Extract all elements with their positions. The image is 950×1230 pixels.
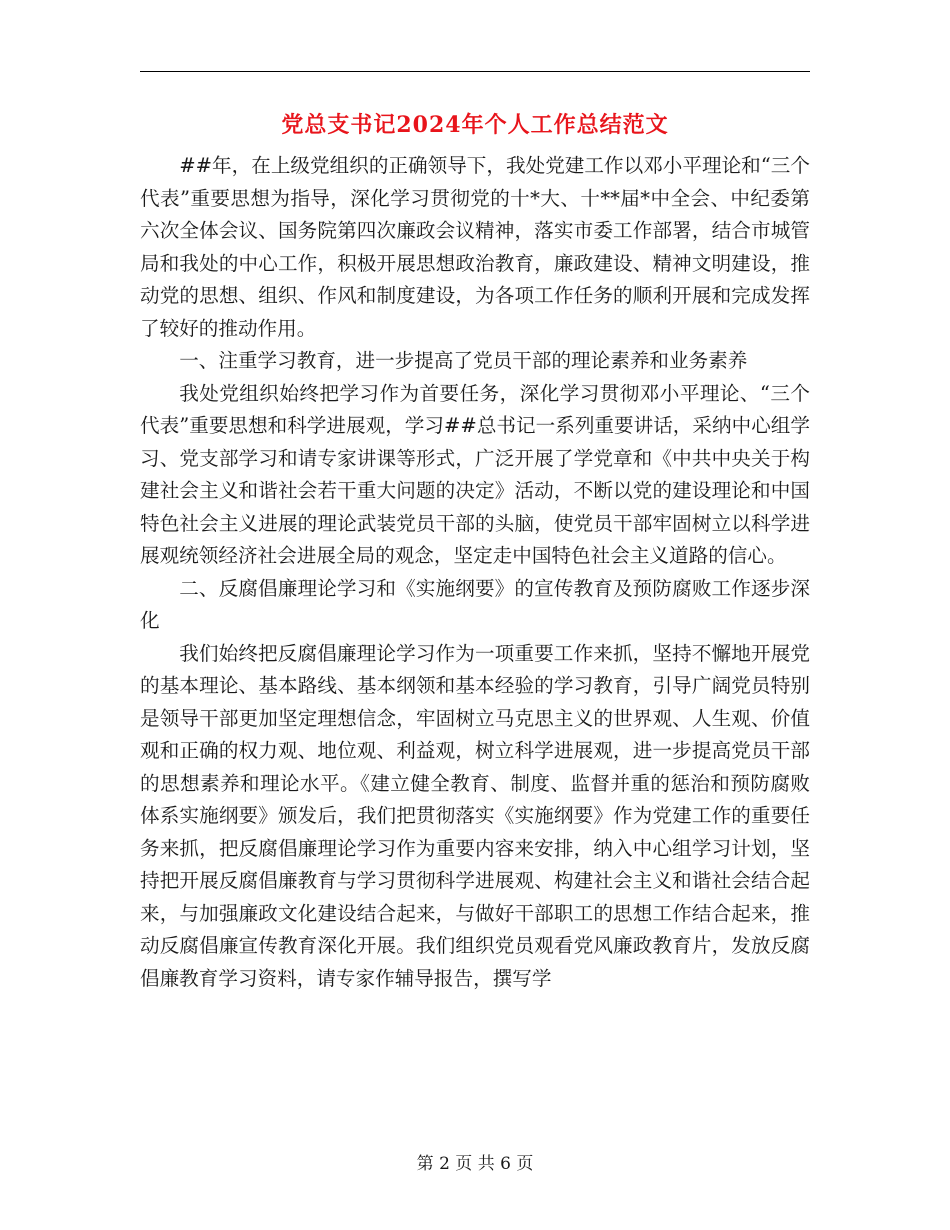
document-body — [140, 150, 810, 995]
page-number-footer: 第 2 页 共 6 页 — [416, 1154, 534, 1174]
section-heading-2: 二、反腐倡廉理论学习和《实施纲要》的宣传教育及预防腐败工作逐步深化 — [140, 576, 810, 632]
header-rule — [140, 71, 810, 72]
paragraph-section-1: 我处党组织始终把学习作为首要任务，深化学习贯彻邓小平理论、“三个代表”重要思想和科学进展观，学习##总书记一系列重要讲话，采纳中心组学习、党支部学习和请专家讲课等形式，广泛开展了学党章和《中共中央关于构建社会主义和谐社会若干重大问题的决定》活动，不断以党的建设理论和中国特色社会主义进展的理论武装党员干部的头脑，使党员干部牢固树立以科学进展观统领经济社会进展全局的观念，坚定走中国特色社会主义道路的信心。 — [140, 381, 810, 567]
paragraph-section-2: 我们始终把反腐倡廉理论学习作为一项重要工作来抓，坚持不懈地开展党的基本理论、基本路线、基本纲领和基本经验的学习教育，引导广阔党员特别是领导干部更加坚定理想信念，牢固树立马克思主义的世界观、人生观、价值观和正确的权力观、地位观、利益观，树立科学进展观，进一步提高党员干部的思想素养和理论水平。《建立健全教育、制度、监督并重的惩治和预防腐败体系实施纲要》颁发后，我们把贯彻落实《实施纲要》作为党建工作的重要任务来抓，把反腐倡廉理论学习作为重要内容来安排，纳入中心组学习计划，坚持把开展反腐倡廉教育与学习贯彻科学进展观、构建社会主义和谐社会结合起来，与加强廉政文化建设结合起来，与做好干部职工的思想工作结合起来，推动反腐倡廉宣传教育深化开展。我们组织党员观看党风廉政教育片，发放反腐倡廉教育学习资料，请专家作辅导报告，撰写学 — [140, 641, 810, 990]
paragraph-intro: ##年，在上级党组织的正确领导下，我处党建工作以邓小平理论和“三个代表”重要思想为指导，深化学习贯彻党的十*大、十**届*中全会、中纪委第六次全体会议、国务院第四次廉政会议精神，落实市委工作部署，结合市城管局和我处的中心工作，积极开展思想政治教育，廉政建设、精神文明建设，推动党的思想、组织、作风和制度建设，为各项工作任务的顺利开展和完成发挥了较好的推动作用。 — [140, 154, 810, 340]
document-title: 党总支书记2024年个人工作总结范文 — [281, 112, 669, 138]
section-heading-1: 一、注重学习教育，进一步提高了党员干部的理论素养和业务素养 — [179, 349, 748, 372]
